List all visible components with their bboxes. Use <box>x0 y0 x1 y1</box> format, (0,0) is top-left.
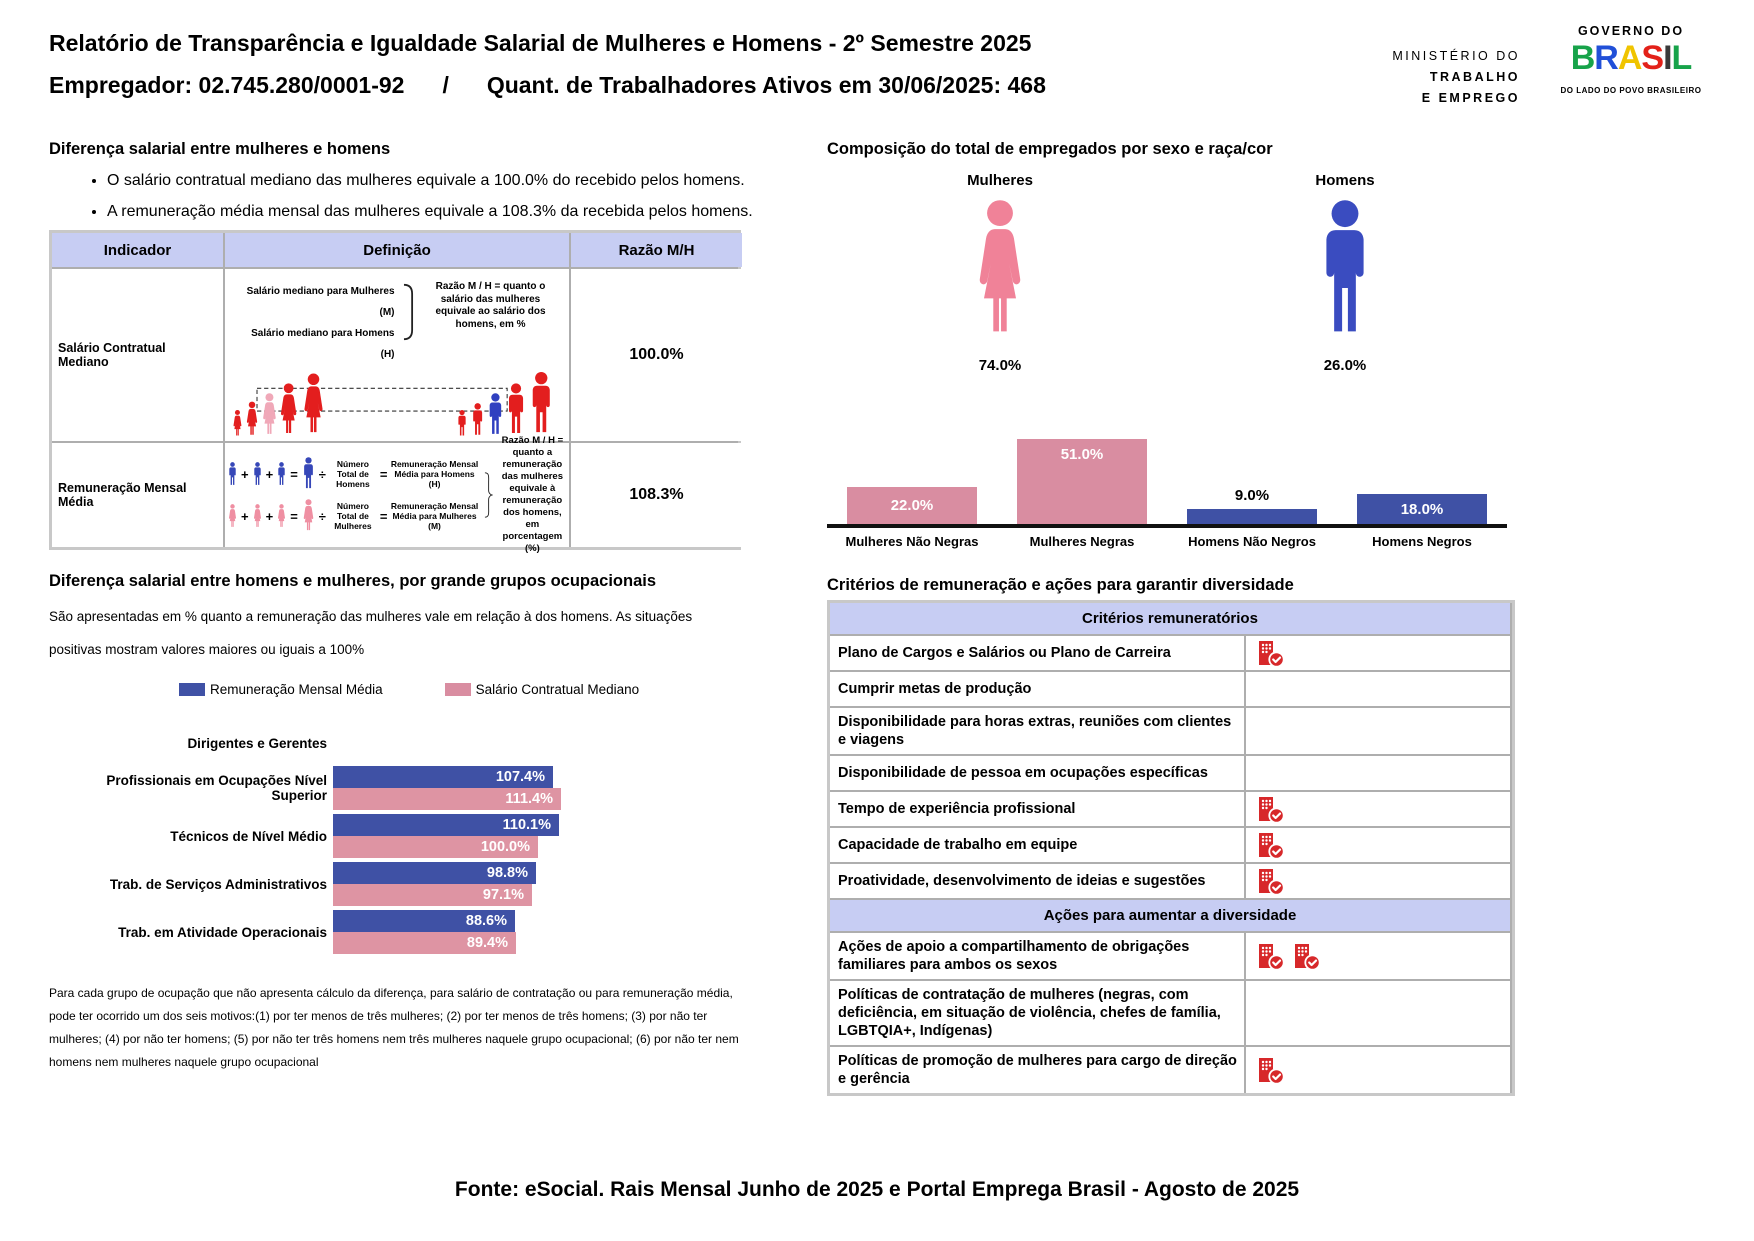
right-column <box>827 140 1522 1087</box>
company-check-icon <box>1255 866 1285 896</box>
bracket-icon <box>403 283 414 341</box>
ratio-value-median: 100.0% <box>571 269 742 441</box>
bar-value: 110.1% <box>502 817 551 833</box>
col-header-razao: Razão M/H <box>571 233 742 267</box>
company-check-icon <box>1291 941 1321 971</box>
legend-label: Remuneração Mensal Média <box>210 682 383 697</box>
equals-sign: = <box>290 466 298 482</box>
criteria-row-status <box>1246 756 1510 790</box>
criteria-row-label: Plano de Cargos e Salários ou Plano de Carreira <box>830 636 1244 670</box>
median-men-label: Salário mediano para Homens (H) <box>251 328 395 360</box>
man-icon <box>227 462 238 487</box>
criteria-row-label: Tempo de experiência profissional <box>830 792 1244 826</box>
band-acoes-diversidade: Ações para aumentar a diversidade <box>830 900 1510 931</box>
criteria-row-status <box>1246 792 1510 826</box>
big-man-icon <box>301 457 316 491</box>
legend-item-median <box>445 682 640 697</box>
plus-sign: + <box>241 466 249 482</box>
criteria-row-status <box>1246 636 1510 670</box>
women-percentage: 74.0% <box>978 357 1022 374</box>
men-total-block <box>1265 172 1425 374</box>
men-average-formula <box>227 457 479 491</box>
section-title-salary-diff: Diferença salarial entre mulheres e homens <box>49 140 391 158</box>
woman-icon <box>969 199 1031 344</box>
occupational-intro: São apresentadas em % quanto a remuneração das mulheres vale em relação à dos homens. As situações positivas mostram valores maiores ou iguais a 100% <box>49 609 693 657</box>
definition-diagram-median <box>225 269 569 441</box>
bar-value: 97.1% <box>482 887 524 903</box>
criteria-row-label: Ações de apoio a compartilhamento de obrigações familiares para ambos os sexos <box>830 933 1244 979</box>
employer-id: Empregador: 02.745.280/0001-92 <box>49 72 405 98</box>
logo-letter: A <box>1617 39 1642 77</box>
bar-cell <box>997 428 1167 524</box>
bar-cell <box>1167 428 1337 524</box>
bar-average <box>333 766 553 788</box>
ratio-value-average: 108.3% <box>571 443 742 547</box>
occupational-footnote: Para cada grupo de ocupação que não apresenta cálculo da diferença, para salário de contratação ou para remuneração média, pode ter ocorrido um dos seis motivos:(1) por ter menos de três mulheres; (2) por ter menos de três homens; (3) por não ter mulheres; (4) por não ter homens; (5) por não ter três homens nem três mulheres naquele grupo ocupacional; (6) por não ter nem homens nem mulheres naquele grupo ocupacional <box>49 986 739 1069</box>
ministry-line3: E EMPREGO <box>1421 91 1520 105</box>
criteria-row-label: Cumprir metas de produção <box>830 672 1244 706</box>
logo-letter: L <box>1671 39 1692 77</box>
header-subtitle <box>49 72 1046 99</box>
composition-bar-chart <box>827 428 1507 549</box>
criteria-row-status <box>1246 1047 1510 1093</box>
brasil-wordmark <box>1540 38 1722 85</box>
category-label: Técnicos de Nível Médio <box>170 828 327 844</box>
women-count-label: Número Total de Mulheres <box>334 501 372 531</box>
median-ratio-explanation: Razão M / H = quanto o salário das mulheres equivale ao salário dos homens, em % <box>435 281 546 330</box>
big-woman-icon <box>301 499 316 533</box>
criteria-row-status <box>1246 864 1510 898</box>
men-count-label: Número Total de Homens <box>336 459 370 489</box>
bar-average <box>333 814 559 836</box>
bar-group <box>49 910 561 954</box>
bar-value: 107.4% <box>495 769 545 785</box>
logo-letter: R <box>1594 39 1618 77</box>
category-label: Trab. de Serviços Administrativos <box>109 876 327 892</box>
criteria-row-status <box>1246 933 1510 979</box>
criteria-row-status <box>1246 672 1510 706</box>
category-label: Mulheres Não Negras <box>845 534 979 549</box>
salary-diff-bullets <box>107 172 753 234</box>
divide-sign: ÷ <box>318 466 326 482</box>
separator: / <box>442 72 449 98</box>
bar-value: 51.0% <box>1060 446 1104 463</box>
plus-sign: + <box>241 508 249 524</box>
company-check-icon <box>1255 794 1285 824</box>
left-column <box>49 140 759 1080</box>
category-label: Mulheres Negras <box>1029 534 1135 549</box>
men-percentage: 26.0% <box>1323 357 1367 374</box>
col-header-indicador: Indicador <box>52 233 223 267</box>
company-check-icon <box>1255 941 1285 971</box>
legend-item-average <box>179 682 383 697</box>
logo-letter: S <box>1641 39 1664 77</box>
active-workers: Quant. de Trabalhadores Ativos em 30/06/2025: 468 <box>486 72 1046 98</box>
category-label: Homens Não Negros <box>1188 534 1316 549</box>
women-total-block <box>920 172 1080 374</box>
bar-homens-negros <box>1357 494 1487 524</box>
chart-baseline <box>827 524 1507 528</box>
col-header-definicao: Definição <box>225 233 569 267</box>
bar-value: 98.8% <box>486 865 528 881</box>
plus-sign: + <box>265 508 274 524</box>
ministry-line1: MINISTÉRIO DO <box>1392 49 1520 63</box>
criteria-row-status <box>1246 828 1510 862</box>
man-icon <box>252 462 263 487</box>
legend-swatch-pink <box>445 683 471 696</box>
equals-sign: = <box>379 508 388 524</box>
row-indicator-median: Salário Contratual Mediano <box>52 269 223 441</box>
women-label: Mulheres <box>967 172 1033 189</box>
woman-icon <box>227 504 238 529</box>
bar-group <box>49 766 561 810</box>
row-indicator-average: Remuneração Mensal Média <box>52 443 223 547</box>
category-label: Profissionais em Ocupações Nível Superior <box>106 773 327 803</box>
plus-sign: + <box>265 466 274 482</box>
divide-sign: ÷ <box>318 508 326 524</box>
curly-brace-icon <box>484 452 493 538</box>
equals-sign: = <box>290 508 298 524</box>
company-check-icon <box>1255 1055 1285 1085</box>
gov-logo-top-text: GOVERNO DO <box>1577 24 1685 38</box>
source-footer: Fonte: eSocial. Rais Mensal Junho de 2025 e Portal Emprega Brasil - Agosto de 2025 <box>454 1178 1300 1201</box>
criteria-row-label: Capacidade de trabalho em equipe <box>830 828 1244 862</box>
bullet-median-salary: • O salário contratual mediano das mulheres equivale a 100.0% do recebido pelos homens. <box>107 172 753 190</box>
legend-swatch-blue <box>179 683 205 696</box>
women-result-label: Remuneração Mensal Média para Mulheres (M) <box>390 501 479 531</box>
section-title-occupational: Diferença salarial entre homens e mulheres, por grande grupos ocupacionais <box>49 572 657 590</box>
criteria-row-status <box>1246 981 1510 1045</box>
bar-value: 22.0% <box>890 497 934 514</box>
woman-icon <box>252 504 263 529</box>
gov-logo-bottom-text: DO LADO DO POVO BRASILEIRO <box>1560 86 1702 95</box>
bullet-average-pay: • A remuneração média mensal das mulheres equivale a 108.3% da recebida pelos homens. <box>107 203 753 221</box>
company-check-icon <box>1255 638 1285 668</box>
bar-average <box>333 862 536 884</box>
criteria-row-label: Disponibilidade de pessoa em ocupações específicas <box>830 756 1244 790</box>
bar-value: 18.0% <box>1400 500 1444 518</box>
men-result-label: Remuneração Mensal Média para Homens (H) <box>390 459 479 489</box>
bar-value: 88.6% <box>465 913 507 929</box>
man-icon <box>1314 199 1376 344</box>
equals-sign: = <box>379 466 388 482</box>
criteria-row-label: Proatividade, desenvolvimento de ideias e sugestões <box>830 864 1244 898</box>
bar-median <box>333 884 532 906</box>
average-ratio-explanation: Razão M / H = quanto a remuneração das mulheres equivale à remuneração dos homens, em porcentagem (%) <box>501 435 564 554</box>
criteria-row-label: Políticas de contratação de mulheres (negras, com deficiência, em situação de violência, chefes de família, LGBTQIA+, Indígenas) <box>830 981 1244 1045</box>
bar-mulheres-nao-negras <box>847 487 977 524</box>
occupational-bar-chart <box>49 736 561 958</box>
category-label: Dirigentes e Gerentes <box>187 736 327 751</box>
median-women-label: Salário mediano para Mulheres (M) <box>246 286 395 318</box>
bar-cell <box>1337 428 1507 524</box>
band-criterios-remuneratorios: Critérios remuneratórios <box>830 603 1510 634</box>
logo-letter: I <box>1663 39 1672 77</box>
indicator-table <box>49 230 741 554</box>
bar-homens-nao-negros <box>1187 509 1317 524</box>
governo-do-brasil-logo <box>1540 24 1722 95</box>
category-label: Trab. em Atividade Operacionais <box>118 924 327 940</box>
bar-cell <box>827 428 997 524</box>
bar-mulheres-negras <box>1017 439 1147 524</box>
company-check-icon <box>1255 830 1285 860</box>
criteria-table <box>827 600 1515 1096</box>
people-comparison-illustration <box>230 367 564 441</box>
bar-median <box>333 788 561 810</box>
bar-group <box>49 862 561 906</box>
men-label: Homens <box>1315 172 1375 189</box>
bar-value: 100.0% <box>480 839 530 855</box>
women-average-formula <box>227 499 479 533</box>
logo-letter: B <box>1570 39 1595 77</box>
definition-diagram-average <box>225 435 569 554</box>
bar-value: 111.4% <box>505 791 553 807</box>
page-title: Relatório de Transparência e Igualdade Salarial de Mulheres e Homens - 2º Semestre 2025 <box>49 30 1032 56</box>
criteria-row-status <box>1246 708 1510 754</box>
section-title-criteria: Critérios de remuneração e ações para garantir diversidade <box>827 576 1294 594</box>
category-label: Homens Negros <box>1372 534 1472 549</box>
woman-icon <box>276 504 287 529</box>
criteria-row-label: Disponibilidade para horas extras, reuniões com clientes e viagens <box>830 708 1244 754</box>
bar-median <box>333 932 516 954</box>
bar-value: 89.4% <box>466 935 508 951</box>
section-title-composition: Composição do total de empregados por sexo e raça/cor <box>827 140 1273 158</box>
ministry-logo <box>1225 46 1520 109</box>
legend-label: Salário Contratual Mediano <box>475 682 640 697</box>
bar-group <box>49 814 561 858</box>
man-icon <box>276 462 287 487</box>
ministry-line2: TRABALHO <box>1429 70 1520 84</box>
bar-value: 9.0% <box>1234 487 1270 504</box>
bar-average <box>333 910 515 932</box>
chart-legend <box>179 682 639 697</box>
bar-median <box>333 836 538 858</box>
criteria-row-label: Políticas de promoção de mulheres para cargo de direção e gerência <box>830 1047 1244 1093</box>
